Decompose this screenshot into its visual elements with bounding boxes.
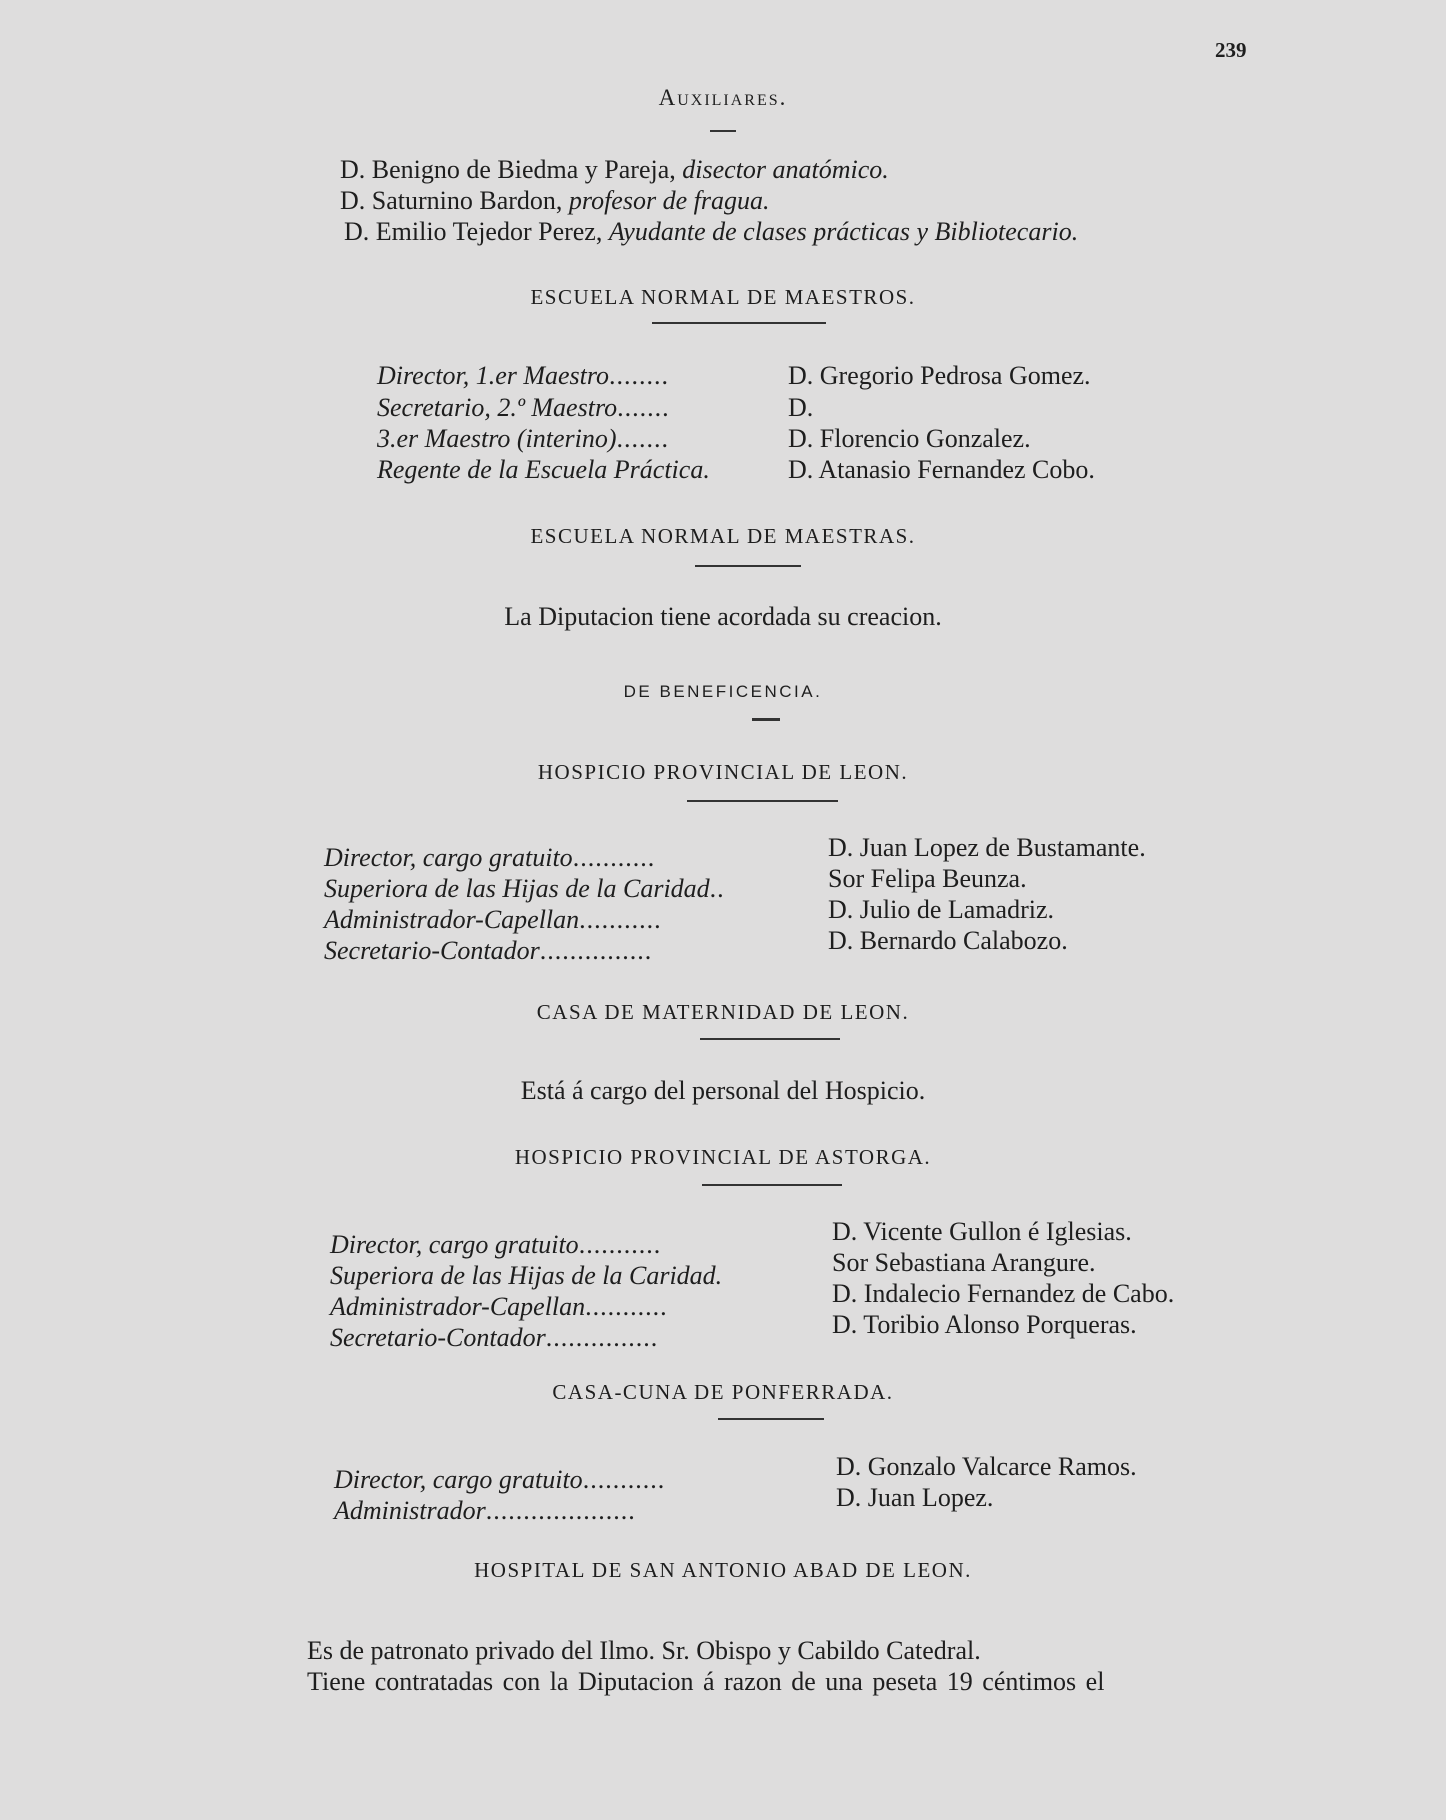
staff-name: D. Gonzalo Valcarce Ramos. (836, 1452, 1137, 1481)
staff-title: Director, 1.er Maestro........ (377, 361, 670, 390)
staff-name: D. Gregorio Pedrosa Gomez. (788, 361, 1091, 390)
staff-title: Administrador.................... (334, 1496, 636, 1525)
section-rule (718, 1418, 824, 1420)
staff-title: Superiora de las Hijas de la Caridad.. (324, 874, 725, 903)
staff-title: Administrador-Capellan........... (324, 905, 662, 934)
staff-title: Superiora de las Hijas de la Caridad. (330, 1261, 723, 1290)
ponferrada-heading: CASA-CUNA DE PONFERRADA. (552, 1380, 894, 1404)
staff-name: Sor Felipa Beunza. (828, 864, 1027, 893)
san-antonio-heading: HOSPITAL DE SAN ANTONIO ABAD DE LEON. (474, 1558, 972, 1582)
auxiliar-role: Ayudante de clases prácticas y Bibliotecario. (608, 217, 1079, 246)
staff-name: D. (788, 393, 814, 422)
staff-title: Administrador-Capellan........... (330, 1292, 668, 1321)
staff-name: D. Atanasio Fernandez Cobo. (788, 455, 1095, 484)
section-rule (752, 718, 780, 721)
auxiliar-role: disector anatómico. (682, 155, 889, 184)
auxiliar-entry (344, 217, 1078, 247)
section-rule (702, 1184, 842, 1186)
staff-name: D. Florencio Gonzalez. (788, 424, 1031, 453)
auxiliar-role: profesor de fragua. (568, 186, 770, 215)
san-antonio-line: Tiene contratadas con la Diputacion á razon de una peseta 19 céntimos el (307, 1667, 1105, 1696)
staff-title: Director, cargo gratuito........... (334, 1465, 666, 1494)
section-rule (687, 800, 838, 802)
auxiliar-entry (340, 155, 889, 185)
staff-name: D. Vicente Gullon é Iglesias. (832, 1217, 1132, 1246)
section-rule (695, 565, 801, 567)
auxiliar-name: D. Emilio Tejedor Perez, (344, 217, 609, 246)
maternidad-heading: CASA DE MATERNIDAD DE LEON. (536, 1000, 910, 1024)
staff-title: 3.er Maestro (interino)....... (377, 424, 669, 453)
auxiliares-heading: Auxiliares. (658, 85, 788, 110)
page-number: 239 (1215, 38, 1247, 62)
staff-title: Director, cargo gratuito........... (324, 843, 656, 872)
staff-name: D. Bernardo Calabozo. (828, 926, 1068, 955)
staff-name: D. Juan Lopez. (836, 1483, 994, 1512)
maternidad-text: Está á cargo del personal del Hospicio. (520, 1076, 926, 1105)
staff-name: D. Juan Lopez de Bustamante. (828, 833, 1146, 862)
hospicio-leon-heading: HOSPICIO PROVINCIAL DE LEON. (537, 760, 909, 784)
auxiliar-name: D. Saturnino Bardon, (340, 186, 569, 215)
staff-title: Director, cargo gratuito........... (330, 1230, 662, 1259)
auxiliar-entry (340, 186, 769, 216)
section-rule (700, 1038, 840, 1040)
hospicio-astorga-heading: HOSPICIO PROVINCIAL DE ASTORGA. (514, 1145, 932, 1169)
escuela-maestros-heading: ESCUELA NORMAL DE MAESTROS. (530, 285, 916, 309)
staff-title: Secretario, 2.º Maestro....... (377, 393, 670, 422)
staff-name: D. Julio de Lamadriz. (828, 895, 1054, 924)
auxiliar-name: D. Benigno de Biedma y Pareja, (340, 155, 683, 184)
san-antonio-line: Es de patronato privado del Ilmo. Sr. Obispo y Cabildo Catedral. (307, 1636, 981, 1665)
section-rule (652, 322, 826, 324)
staff-title: Secretario-Contador............... (324, 936, 653, 965)
staff-title: Regente de la Escuela Práctica. (377, 455, 710, 484)
escuela-maestras-heading: ESCUELA NORMAL DE MAESTRAS. (530, 524, 916, 548)
staff-name: D. Indalecio Fernandez de Cabo. (832, 1279, 1175, 1308)
beneficencia-heading: DE BENEFICENCIA. (623, 682, 823, 701)
section-rule (710, 130, 736, 132)
escuela-maestras-text: La Diputacion tiene acordada su creacion. (504, 602, 942, 631)
staff-name: Sor Sebastiana Arangure. (832, 1248, 1096, 1277)
staff-title: Secretario-Contador............... (330, 1323, 659, 1352)
staff-name: D. Toribio Alonso Porqueras. (832, 1310, 1137, 1339)
